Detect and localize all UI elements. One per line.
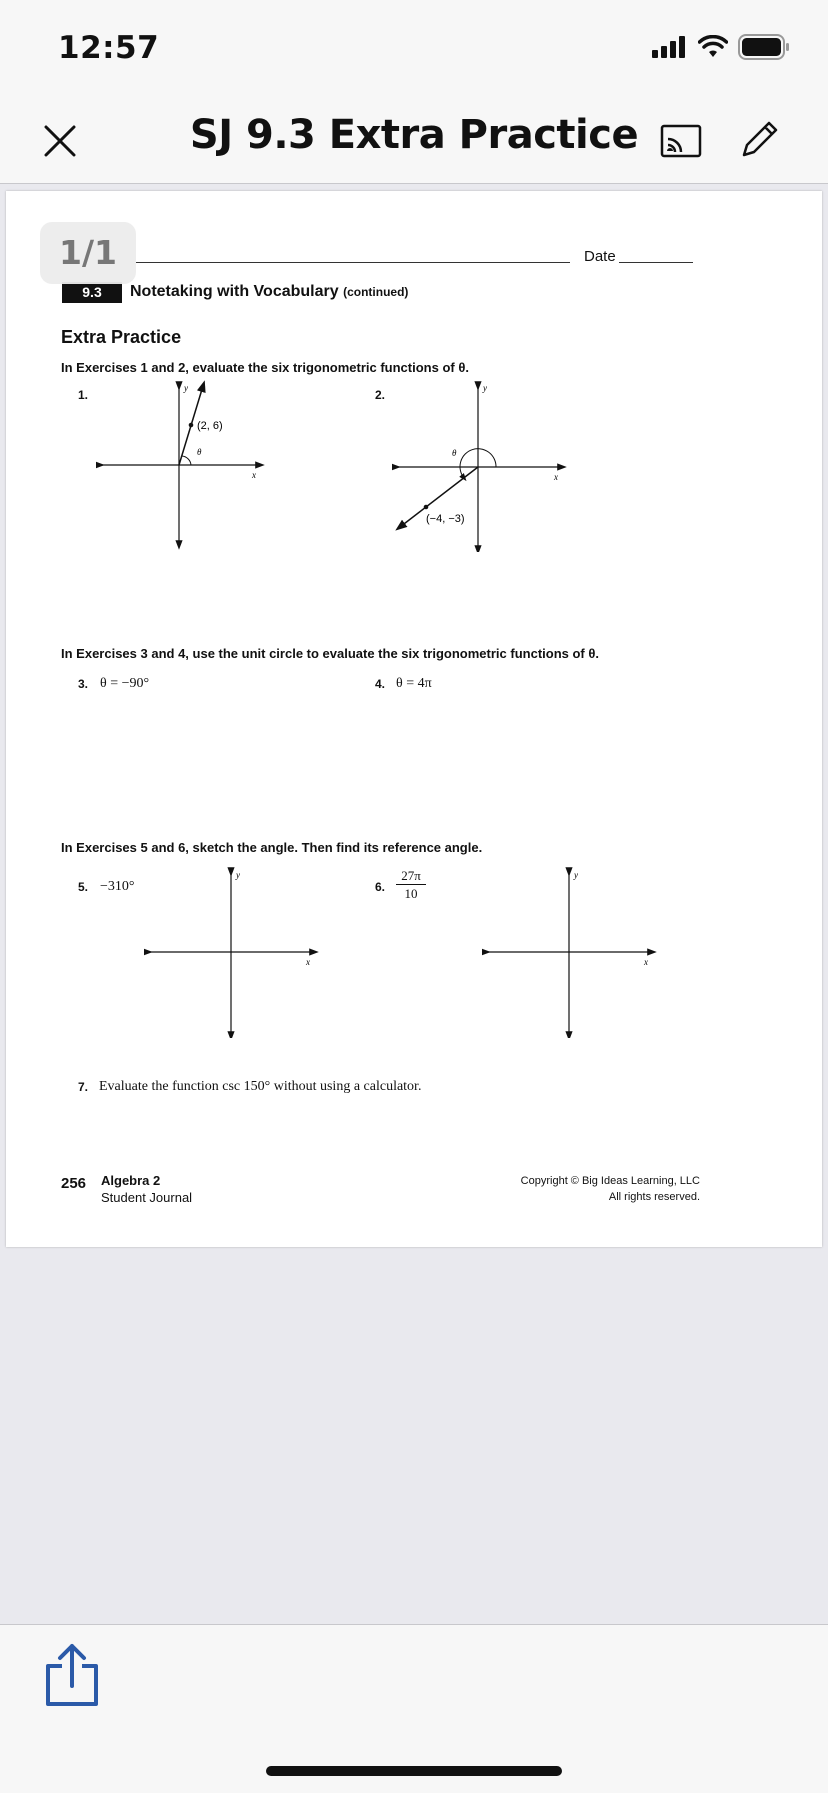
instruction-1: In Exercises 1 and 2, evaluate the six trigonometric functions of θ. (61, 360, 469, 375)
exercise-2-label: 2. (375, 388, 386, 402)
point-marker (189, 423, 194, 428)
y-axis-label: y (184, 383, 188, 393)
exercise-1-graph (96, 380, 276, 550)
home-indicator[interactable] (266, 1766, 562, 1776)
point-label: (−4, −3) (426, 513, 465, 525)
fraction-numerator: 27π (396, 868, 426, 885)
x-axis-label: x (554, 472, 558, 482)
footer-journal: Student Journal (101, 1190, 193, 1205)
wifi-icon (698, 35, 728, 59)
copyright: Copyright © Big Ideas Learning, LLC (520, 1175, 700, 1187)
y-axis-label: y (236, 870, 240, 880)
exercise-3-text: θ = −90° (100, 676, 150, 691)
exercise-1-label: 1. (78, 388, 89, 402)
signal-icon (652, 35, 688, 59)
nav-bar (0, 95, 828, 184)
section-subtitle: (continued) (343, 285, 409, 299)
theta-label: θ (452, 448, 457, 458)
footer-page-number: 256 (61, 1175, 87, 1192)
document-title: SJ 9.3 Extra Practice (189, 112, 639, 158)
footer-book-title: Algebra 2 (101, 1173, 161, 1188)
rights-reserved: All rights reserved. (608, 1191, 700, 1203)
y-axis-label: y (483, 383, 487, 393)
theta-label: θ (197, 447, 202, 457)
x-axis-label: x (306, 957, 310, 967)
y-axis-label: y (574, 870, 578, 880)
exercise-3-label: 3. (78, 677, 89, 691)
exercise-6-fraction (396, 868, 426, 902)
exercise-7-label: 7. (78, 1080, 89, 1094)
section-badge: 9.3 (62, 282, 122, 303)
exercise-5-label: 5. (78, 880, 89, 894)
exercise-5-graph (144, 866, 324, 1038)
exercise-2-graph (392, 380, 572, 552)
extra-practice-heading: Extra Practice (61, 327, 182, 347)
status-time: 12:57 (58, 30, 160, 66)
exercise-6-label: 6. (375, 880, 386, 894)
page-counter: 1/1 (40, 222, 136, 284)
battery-icon (738, 34, 790, 60)
share-icon[interactable] (44, 1642, 100, 1708)
status-bar (0, 0, 828, 95)
cast-icon[interactable] (660, 123, 702, 159)
exercise-4-label: 4. (375, 677, 386, 691)
section-title (130, 283, 408, 301)
name-line (136, 262, 570, 263)
exercise-7-text: Evaluate the function csc 150° without using a calculator. (99, 1079, 422, 1094)
date-label: Date (584, 248, 616, 265)
pencil-icon[interactable] (738, 117, 782, 161)
fraction-denominator: 10 (404, 886, 418, 901)
section-title-text: Notetaking with Vocabulary (130, 283, 339, 300)
exercise-5-text: −310° (100, 879, 135, 894)
status-icons (652, 34, 790, 60)
instruction-2: In Exercises 3 and 4, use the unit circle to evaluate the six trigonometric functions of θ. (61, 646, 600, 661)
point-marker (424, 505, 429, 510)
x-axis-label: x (644, 957, 648, 967)
exercise-4-text: θ = 4π (396, 676, 432, 691)
date-line (619, 262, 693, 263)
point-label: (2, 6) (197, 420, 223, 432)
exercise-6-graph (482, 866, 662, 1038)
x-axis-label: x (252, 470, 256, 480)
angle-arc (182, 456, 191, 465)
instruction-3: In Exercises 5 and 6, sketch the angle. Then find its reference angle. (61, 840, 483, 855)
